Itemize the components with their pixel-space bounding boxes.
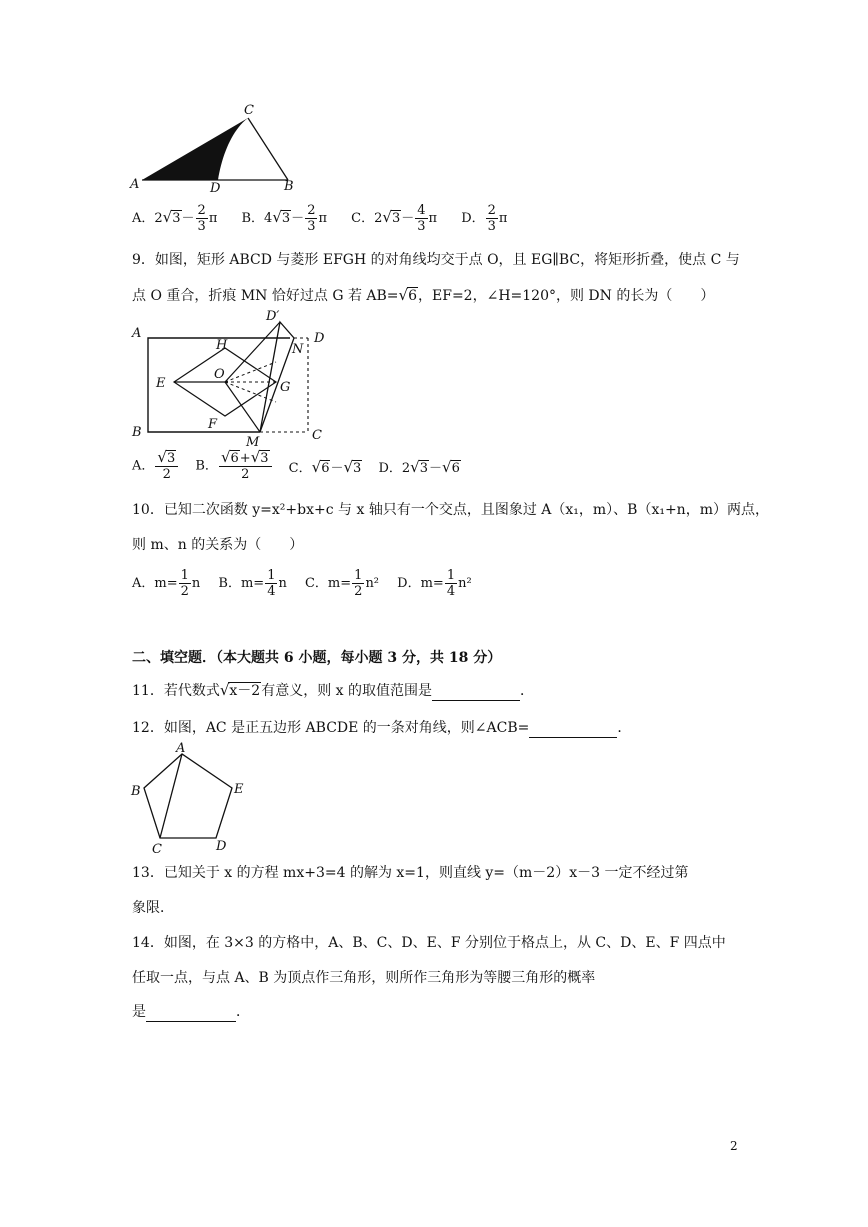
q10-options bbox=[132, 568, 492, 599]
q9-line2: 点 O 重合，折痕 MN 恰好过点 G 若 AB=√6，EF=2，∠H=120°，则 DN 的长为（ ） bbox=[132, 286, 715, 304]
q9-option-b[interactable]: B． $\frac{√6+√3}{2}$ bbox=[195, 450, 272, 482]
q10-option-a[interactable]: A．m= $\frac{1}{2}$ n bbox=[132, 568, 201, 599]
q12-label-c: C bbox=[152, 842, 162, 856]
q12-label-e: E bbox=[234, 782, 244, 797]
q9-label-e: E bbox=[156, 376, 166, 391]
q8-option-a[interactable]: A．2√3－ $\frac{2}{3}$ π bbox=[132, 203, 218, 234]
section-heading: 二、填空题．（本大题共 6 小题，每小题 3 分，共 18 分） bbox=[132, 650, 502, 666]
fraction: $\frac{2}{3}$ bbox=[197, 203, 206, 234]
q14-line1: 14．如图，在 3×3 的方格中，A、B、C、D、E、F 分别位于格点上，从 C、D、E、F 四点中 bbox=[132, 935, 726, 951]
q9-line1: 9．如图，矩形 ABCD 与菱形 EFGH 的对角线均交于点 O，且 EG∥BC，将矩形折叠，使点 C 与 bbox=[132, 252, 740, 268]
q8-option-b[interactable]: B．4√3－ $\frac{2}{3}$ π bbox=[241, 203, 328, 234]
q10-line1: 10．已知二次函数 y=x²+bx+c 与 x 轴只有一个交点，且图象过 A（x₁，m）、B（x₁+n，m）两点， bbox=[132, 502, 769, 518]
fraction: $\frac{4}{3}$ bbox=[417, 203, 426, 234]
q11-line: 11．若代数式√x－2有意义，则 x 的取值范围是 ． bbox=[132, 681, 534, 699]
fraction: $\frac{√6+√3}{2}$ bbox=[219, 450, 272, 482]
fraction: $\frac{1}{2}$ bbox=[180, 568, 189, 599]
q8-figure bbox=[128, 100, 308, 195]
q9-label-d: D bbox=[314, 331, 325, 346]
q14-line2: 任取一点，与点 A、B 为顶点作三角形，则所作三角形为等腰三角形的概率 bbox=[132, 970, 596, 986]
q9-label-a: A bbox=[132, 326, 142, 341]
q14-line3: 是 ． bbox=[132, 1004, 250, 1020]
q12-pentagon-figure bbox=[128, 740, 248, 856]
answer-blank[interactable] bbox=[529, 723, 617, 738]
q9-label-m: M bbox=[246, 435, 260, 448]
fraction: $\frac{1}{4}$ bbox=[267, 568, 276, 599]
q8-option-c[interactable]: C．2√3－ $\frac{4}{3}$ π bbox=[351, 203, 438, 234]
q12-label-a: A bbox=[176, 741, 186, 756]
q9-options bbox=[132, 450, 481, 482]
q9-option-c[interactable]: C．√6－√3 bbox=[288, 457, 362, 476]
q10-option-c[interactable]: C．m= $\frac{1}{2}$ n² bbox=[304, 568, 380, 599]
q10-line2: 则 m、n 的关系为（ ） bbox=[132, 537, 304, 553]
q9-label-b: B bbox=[132, 425, 142, 440]
q9-label-n: N bbox=[292, 342, 304, 357]
q8-label-d: D bbox=[210, 181, 221, 195]
q12-label-b: B bbox=[131, 784, 141, 799]
q12-label-d: D bbox=[216, 839, 227, 854]
q8-label-c: C bbox=[244, 103, 254, 118]
page-number: 2 bbox=[730, 1139, 738, 1153]
fraction: $\frac{1}{2}$ bbox=[354, 568, 363, 599]
answer-blank[interactable] bbox=[146, 1007, 236, 1022]
q9-label-g: G bbox=[280, 380, 291, 395]
fraction: $\frac{2}{3}$ bbox=[307, 203, 316, 234]
q13-line1: 13．已知关于 x 的方程 mx+3=4 的解为 x=1，则直线 y=（m－2）x－3 一定不经过第 bbox=[132, 865, 689, 881]
q12-line: 12．如图，AC 是正五边形 ABCDE 的一条对角线，则∠ACB= ． bbox=[132, 720, 632, 736]
q9-option-a[interactable]: A． $\frac{√3}{2}$ bbox=[132, 450, 179, 482]
q9-option-d[interactable]: D．2√3－√6 bbox=[378, 457, 460, 476]
q9-label-dprime: D′ bbox=[266, 309, 280, 324]
q13-line2: 象限． bbox=[132, 900, 174, 916]
q9-label-c: C bbox=[312, 428, 322, 443]
q9-label-h: H bbox=[216, 338, 228, 353]
q8-option-d[interactable]: D． $\frac{2}{3}$ π bbox=[461, 203, 508, 234]
q10-option-d[interactable]: D．m= $\frac{1}{4}$ n² bbox=[397, 568, 472, 599]
q9-label-o: O bbox=[214, 367, 225, 382]
q8-label-b: B bbox=[284, 179, 294, 194]
q10-option-b[interactable]: B．m= $\frac{1}{4}$ n bbox=[218, 568, 287, 599]
fraction: $\frac{√3}{2}$ bbox=[155, 450, 178, 482]
fraction: $\frac{1}{4}$ bbox=[446, 568, 456, 599]
answer-blank[interactable] bbox=[432, 686, 520, 701]
q9-label-f: F bbox=[208, 417, 218, 432]
q9-figure bbox=[126, 306, 340, 448]
fraction: $\frac{2}{3}$ bbox=[487, 203, 496, 234]
q8-label-a: A bbox=[130, 177, 140, 192]
q8-options bbox=[132, 203, 527, 234]
